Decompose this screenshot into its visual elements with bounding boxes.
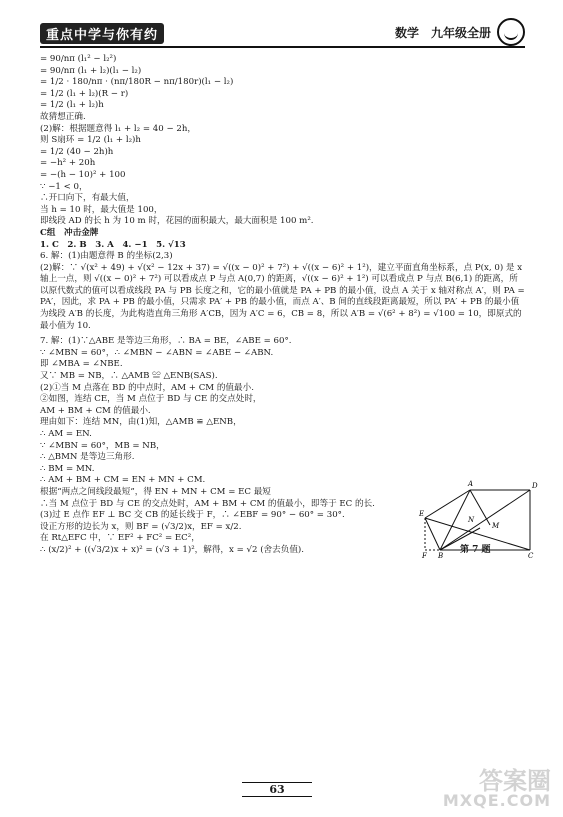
page-number: 63 bbox=[242, 782, 312, 797]
answers-line: 1. C 2. B 3. A 4. −1 5. √13 bbox=[40, 239, 186, 250]
text-line: (3)过 E 点作 EF ⊥ BC 交 CB 的延长线于 F，∴ ∠EBF = 90° − 60° = 30°. bbox=[40, 510, 345, 521]
figure-caption: 第 7 题 bbox=[460, 545, 491, 555]
text-line: ∴ BM = MN. bbox=[40, 463, 95, 474]
text-line: ∴ △BMN 是等边三角形. bbox=[40, 452, 135, 463]
text-line: = 1/2 (40 − 2h)h bbox=[40, 146, 114, 157]
text-line: ∴开口向下，有最大值， bbox=[40, 193, 135, 204]
text-line: = −h² + 20h bbox=[40, 158, 96, 169]
text-line: ∵ −1 < 0， bbox=[40, 181, 88, 192]
text-line: ∴ AM + BM + CM = EN + MN + CM. bbox=[40, 475, 206, 486]
text-line: 当 h = 10 时，最大值是 100， bbox=[40, 204, 163, 215]
text-line: = −(h − 10)² + 100 bbox=[40, 169, 126, 180]
text-line: = 1/2 · 180/nπ · (nπ/180R − nπ/180r)(l₁ − l₂) bbox=[40, 77, 234, 88]
text-line: 则 S扇环 = 1/2 (l₁ + l₂)h bbox=[40, 135, 141, 146]
vertex-label-f: F bbox=[422, 552, 427, 560]
text-line: (2)①当 M 点落在 BD 的中点时，AM + CM 的值最小. bbox=[40, 382, 254, 393]
text-line: 又∵ MB = NB，∴ △AMB ≌ △ENB(SAS). bbox=[40, 371, 218, 382]
text-line: 6. 解：(1)由题意得 B 的坐标(2,3) bbox=[40, 251, 173, 262]
text-line: 理由如下：连结 MN，由(1)知，△AMB ≌ △ENB， bbox=[40, 417, 242, 428]
text-line: = 1/2 (l₁ + l₂)(R − r) bbox=[40, 88, 129, 99]
vertex-label-b: B bbox=[438, 552, 444, 560]
text-line: ∴当 M 点位于 BD 与 CE 的交点处时，AM + BM + CM 的值最小，即等于 EC 的长. bbox=[40, 498, 375, 509]
text-line: 设正方形的边长为 x，则 BF = (√3/2)x，EF = x/2. bbox=[40, 521, 242, 532]
text-line: 在 Rt△EFC 中，∵ EF² + FC² = EC²， bbox=[40, 533, 200, 544]
text-line: ∵ ∠MBN = 60°，∴ ∠MBN − ∠ABN = ∠ABE − ∠ABN. bbox=[40, 347, 274, 358]
text-line: = 1/2 (l₁ + l₂)h bbox=[40, 100, 104, 111]
watermark-url: MXQE.COM bbox=[442, 791, 551, 810]
watermark-text: 答案圈 bbox=[479, 767, 551, 795]
text-line: = 90/nπ (l₁ + l₂)(l₁ − l₂) bbox=[40, 65, 142, 76]
text-line: 即 ∠MBA = ∠NBE. bbox=[40, 359, 123, 370]
book-brand: 重点中学与你有约 bbox=[40, 23, 164, 44]
text-line: 根据“两点之间线段最短”，得 EN + MN + CM = EC 最短 bbox=[40, 486, 271, 497]
vertex-label-m: M bbox=[492, 522, 500, 530]
subject-label: 数学 九年级全册 bbox=[394, 26, 491, 40]
vertex-label-a: A bbox=[468, 480, 474, 488]
page-header bbox=[40, 20, 525, 48]
vertex-label-c: C bbox=[528, 552, 534, 560]
text-line: 7. 解：(1)∵△ABE 是等边三角形，∴ BA = BE，∠ABE = 60°. bbox=[40, 336, 292, 347]
vertex-label-n: N bbox=[468, 516, 475, 524]
vertex-label-e: E bbox=[419, 510, 425, 518]
text-line: ∴ (x/2)² + ((√3/2)x + x)² = (√3 + 1)²，解得，x = √2 (舍去负值). bbox=[40, 544, 305, 555]
text-line: = 90/nπ (l₁² − l₂²) bbox=[40, 54, 117, 64]
text-line: AM + BM + CM 的值最小. bbox=[40, 405, 151, 416]
smile-logo-icon bbox=[497, 18, 525, 46]
text-line: 故猜想正确. bbox=[40, 111, 86, 122]
text-line: ∴ AM = EN. bbox=[40, 429, 92, 439]
text-line: ∵ ∠MBN = 60°，MB = NB， bbox=[40, 440, 165, 451]
text-line: 即线段 AD 的长 h 为 10 m 时，花园的面积最大，最大面积是 100 m². bbox=[40, 216, 314, 227]
vertex-label-d: D bbox=[532, 482, 538, 490]
text-line: ②如图，连结 CE，当 M 点位于 BD 与 CE 的交点处时， bbox=[40, 394, 262, 405]
watermark bbox=[443, 769, 551, 809]
section-heading: C组 冲击金牌 bbox=[40, 227, 99, 238]
paragraph-q6: (2)解：∵ √(x² + 49) + √(x² − 12x + 37) = √((x − 0)² + 7²) + √((x − 6)² + 1²)，建立平面直角坐标系，点 P(x, 0) 是 x 轴上一点，则 √((x − 0)² + 7²) 可以看成点 P 与点 A(0,7) 的距离，√((x − 6)² + 1²) 可以看成点 P 与点 B(6,1) 的距离，所以原代数式的值可以看成线段 PA 与 PB 长度之和，它的最小值就是 PA + PB 的最小值，设点 A 关于 x 轴对称点 A′，则 PA = PA′，因此，求 PA + PB 的最小值，只需求 PA′ + PB 的最小值，而点 A′、B 间的直线段距离最短，所以 PA′ + PB 的最小值为线段 A′B 的长度，为此构造直角三角形 A′CB，因为 A′C = 6，CB = 8，所以 A′B = √(6² + 8²) = √100 = 10，即原式的最小值为 10. bbox=[40, 262, 525, 331]
text-line: (2)解：根据题意得 l₁ + l₂ = 40 − 2h， bbox=[40, 123, 196, 134]
